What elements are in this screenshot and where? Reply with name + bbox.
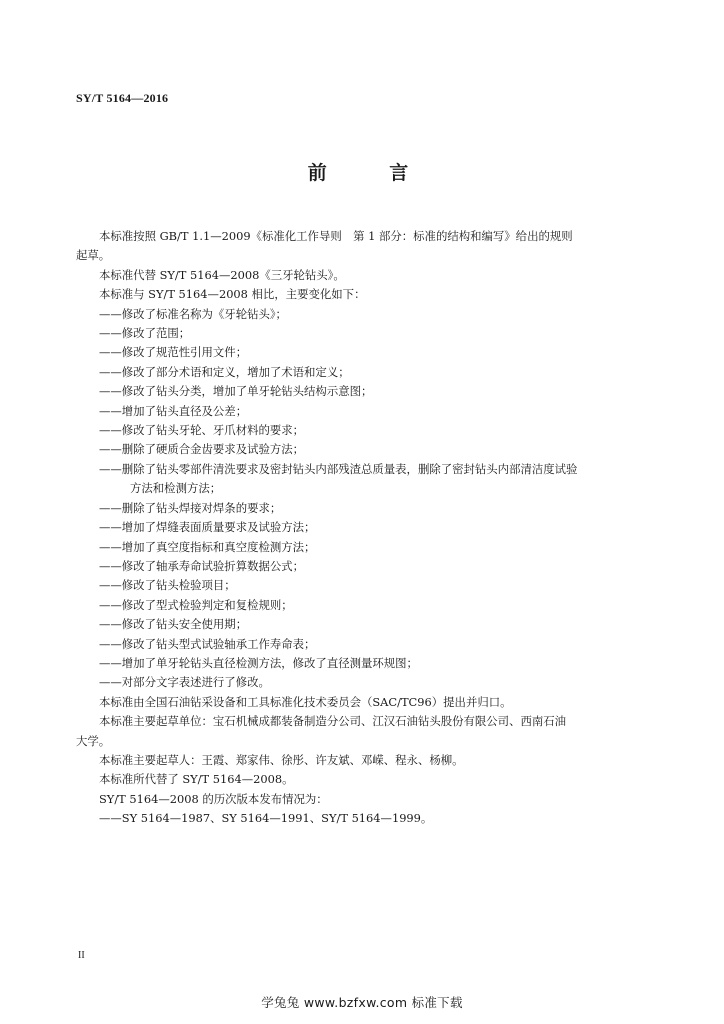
change-item: ——修改了部分术语和定义，增加了术语和定义；: [99, 364, 350, 379]
foreword-body: [76, 227, 648, 829]
proposed-statement: 本标准由全国石油钻采设备和工具标准化技术委员会（SAC/TC96）提出并归口。: [99, 694, 512, 709]
change-item: ——修改了钻头牙轮、牙爪材料的要求；: [99, 423, 305, 438]
change-item: ——删除了钻头零部件清洗要求及密封钻头内部残渣总质量表，删除了密封钻头内部清洁度试验: [99, 461, 578, 476]
change-item: ——增加了单牙轮钻头直径检测方法，修改了直径测量环规图；: [99, 655, 418, 670]
intro-line-1: 本标准按照 GB/T 1.1—2009《标准化工作导则 第 1 部分：标准的结构和编写》给出的规则: [99, 229, 573, 243]
change-item: ——删除了钻头焊接对焊条的要求；: [99, 500, 282, 515]
change-item: ——修改了范围；: [99, 326, 191, 341]
footer-watermark: 学兔兔 www.bzfxw.com 标准下载: [261, 995, 463, 1010]
history-item: ——SY 5164—1987、SY 5164—1991、SY/T 5164—1999。: [99, 811, 433, 826]
drafters-statement: 本标准主要起草人：王霞、郑家伟、徐彤、许友斌、邓嵘、程永、杨柳。: [99, 752, 464, 767]
change-item: ——修改了钻头分类，增加了单牙轮钻头结构示意图；: [99, 384, 373, 399]
change-item: ——修改了钻头安全使用期；: [99, 617, 248, 632]
change-item: ——修改了标准名称为《牙轮钻头》；: [99, 306, 287, 321]
change-item: ——对部分文字表述进行了修改。: [99, 675, 270, 690]
change-item: ——增加了焊缝表面质量要求及试验方法；: [99, 520, 316, 535]
change-item: ——增加了钻头直径及公差；: [99, 403, 248, 418]
standard-code-header: SY/T 5164—2016: [76, 91, 169, 105]
history-intro: SY/T 5164—2008 的历次版本发布情况为：: [99, 791, 328, 806]
change-item: ——增加了真空度指标和真空度检测方法；: [99, 539, 316, 554]
drafting-units-line-1: 本标准主要起草单位：宝石机械成都装备制造分公司、江汉石油钻头股份有限公司、西南石油: [99, 714, 567, 729]
changes-intro: 本标准与 SY/T 5164—2008 相比，主要变化如下：: [99, 287, 366, 302]
change-item: ——修改了型式检验判定和复检规则；: [99, 597, 293, 612]
change-item: ——修改了规范性引用文件；: [99, 345, 248, 360]
page-number: II: [78, 950, 85, 961]
change-item-continuation: 方法和检测方法；: [130, 481, 222, 496]
supersedes-statement: 本标准所代替了 SY/T 5164—2008。: [99, 772, 294, 787]
change-item: ——修改了轴承寿命试验折算数据公式；: [99, 558, 305, 573]
change-item: ——删除了硬质合金齿要求及试验方法；: [99, 442, 305, 457]
page-title: 前 言: [307, 162, 437, 184]
replace-statement: 本标准代替 SY/T 5164—2008《三牙轮钻头》。: [99, 267, 345, 282]
drafting-units-line-2: 大学。: [76, 733, 111, 748]
change-item: ——修改了钻头型式试验轴承工作寿命表；: [99, 636, 316, 651]
change-item: ——修改了钻头检验项目；: [99, 578, 236, 593]
intro-line-2: 起草。: [76, 248, 111, 263]
